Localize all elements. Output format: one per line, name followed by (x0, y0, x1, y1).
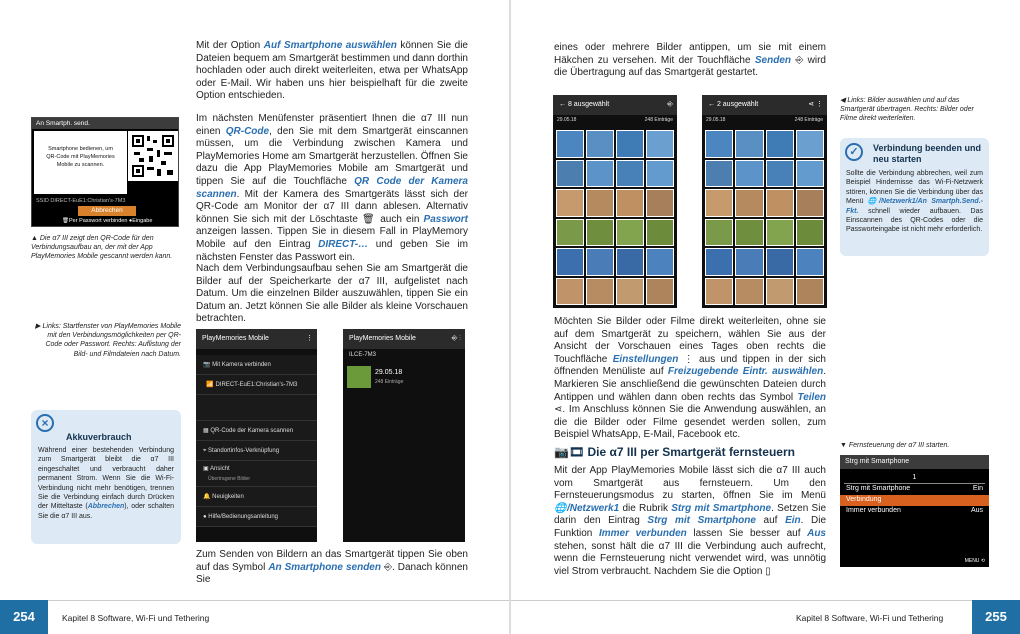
qr-code-image (128, 131, 178, 181)
phone3-header: ← 8 ausgewählt ⎆ (553, 95, 677, 115)
menu-qr-scan[interactable]: ▦ QR-Code der Kamera scannen (196, 421, 317, 441)
right-para-3: Mit der App PlayMemories Mobile lässt sich die α7 III auch vom Smartgerät aus fernsteuern. Um den Fernsteuerungsmodus zu starten, öffnen Sie im Menü 🌐/Netzwerk1 die Rubrik Strg mit Smartphone. Setzen Sie darin den Eintrag Strg mit Smartphone auf Ein. Die Funktion Immer verbunden lassen Sie besser auf Aus stehen, sonst hält die α7 III die Verbindung auch aufrecht, wenn die Fernsteuerung nicht verwendet wird, was unnötig viel Strom verbraucht. Nachdem Sie die Option ▯ (554, 465, 827, 577)
close-circle-icon: × (36, 414, 54, 432)
menu-row-immer[interactable]: Immer verbunden Aus (846, 507, 983, 514)
phone-startscreen (196, 329, 317, 542)
phone4-dateline: 29.05.18 248 Einträge (706, 117, 823, 123)
box2-text: Sollte die Verbindung abbrechen, weil zum Beispiel Hindernisse das Wi-Fi-Netzwerk stören, können Sie die Verbindung über das Menü 🌐/Netzwerk1/An Smartph.Send.-Fkt. schnell wieder aufbauen. Das Einscannen des QR-Codes oder die Passworteingabe ist nicht mehr erforderlich. (846, 170, 983, 234)
akkuverbrauch-box (31, 410, 181, 544)
camera-instructions: Smartphone bedienen, um QR-Code mit PlayMemories Mobile zu scannen. (34, 131, 127, 194)
right-page (511, 0, 1020, 634)
left-page (0, 0, 509, 634)
left-para-1: Mit der Option Auf Smartphone auswählen können Sie die Dateien bequem am Smartgerät bestimmen und dann dorthin hochladen oder auch direkt weiterleiten, etwa per WhatsApp oder E-Mail. Wir haben uns hier beispielhaft für die zweite Option entschieden. (196, 40, 468, 102)
caption-startscreen: ▶ Links: Startfenster von PlayMemories Mobile mit den Verbindungsmöglichkeiten per QR-Code oder Passwort. Rechts: Auflistung der Bild- und Filmdateien nach Datum. (35, 323, 181, 358)
menu-hilfe[interactable]: ● Hilfe/Bedienungsanleitung (196, 507, 317, 527)
page-number-right: 255 (972, 600, 1020, 634)
camera-ssid: SSID DIRECT-EuE1:Christian's-7M3 (36, 198, 126, 204)
phone-datelist (343, 329, 465, 542)
menu-row-verbindung[interactable]: Verbindung (840, 495, 989, 506)
image-grid-2[interactable] (705, 130, 824, 305)
menu-title: Strg mit Smartphone (840, 455, 989, 469)
section-heading: 📷🎞 Die α7 III per Smartgerät fernsteuern (554, 445, 795, 459)
caption-select: ◀ Links: Bilder auswählen und auf das Smartgerät übertragen. Rechts: Bilder oder Filme direkt weiterleiten. (840, 97, 974, 123)
camera-remote-menu (840, 455, 989, 567)
chapter-left: Kapitel 8 Software, Wi-Fi und Tethering (62, 613, 210, 623)
image-grid-1[interactable] (556, 130, 674, 305)
box-title: Akkuverbrauch (66, 432, 132, 442)
phone3-dateline: 29.05.18 248 Einträge (557, 117, 673, 123)
phone2-camera: ILCE-7M3 (349, 352, 377, 358)
phone-select-8 (553, 95, 677, 308)
phone1-header: PlayMemories Mobile ⋮ (196, 329, 317, 349)
menu-direct-ssid[interactable]: 📶 DIRECT-EuE1:Christian's-7M3 (196, 375, 317, 395)
menu-standort[interactable]: ⌖ Standortinfos-Verknüpfung (196, 441, 317, 461)
chapter-right: Kapitel 8 Software, Wi-Fi und Tethering (796, 613, 944, 623)
box-text: Während einer bestehenden Verbindung zum Smartgerät bleibt die α7 III eingeschaltet und verbraucht daher permanent Strom. Wenn Sie die Wi-Fi-Verbindung nicht mehr benötigen, trennen Sie die Verbindung einfach durch Drücken der Mitteltaste (Abbrechen), oder schalten Sie die α7 III aus. (38, 447, 174, 520)
caption-qr: ▲ Die α7 III zeigt den QR-Code für den Verbindungsaufbau an, der mit der App PlayMemories Mobile gescannt werden kann. (31, 235, 173, 261)
left-para-2: Im nächsten Menüfenster präsentiert Ihnen die α7 III nun einen QR-Code, den Sie mit dem Smartgerät einscannen müssen, um die Verbindung zwischen Kamera und PlayMemories Home am Smartgerät herzustellen. Öffnen Sie dazu die App PlayMemories Mobile am Smartgerät und tippen Sie auf die Touchfläche QR Code der Kamera scannen. Mit der Kamera des Smartgeräts lässt sich der QR-Code am Monitor der α7 III dann ablesen. Alternativ können Sie sich mit der Löschtaste 🗑 auch ein Passwort anzeigen lassen. Tippen Sie in diesem Fall in PlayMemory Mobile auf den Eintrag DIRECT-… und geben Sie im nächsten Fenster das Passwort ein. (196, 113, 469, 263)
menu-footer: MENU ⟲ (964, 558, 985, 564)
left-para-3: Nach dem Verbindungsaufbau sehen Sie am Smartgerät die Bilder auf der Speicherkarte der α7 III, aufgelistet nach Datum. Um die einzelnen Bilder auszuwählen, tippen Sie ein Datum an. Jetzt können Sie alle Bilder als kleine Vorschauen betrachten. (196, 263, 468, 325)
phone2-count: 248 Einträge (375, 379, 404, 385)
camera-title: An Smartph. send. (32, 118, 178, 129)
left-para-4: Zum Senden von Bildern an das Smartgerät tippen Sie oben auf das Symbol An Smartphone senden ⎆. Danach können Sie (196, 549, 468, 586)
camera-qr-screen (31, 117, 179, 227)
right-footer (511, 600, 1020, 634)
right-para-1: eines oder mehrere Bilder antippen, um sie mit einem Häkchen zu versehen. Mit der Touchfläche Senden ⎆ wird die Übertragung auf das Smartgerät gestartet. (554, 42, 826, 79)
page-number-left: 254 (0, 600, 48, 634)
box2-title: Verbindung beenden und neu starten (873, 143, 981, 164)
verbindung-box (840, 138, 989, 256)
abbrechen-button[interactable]: Abbrechen (78, 206, 136, 216)
phone2-date[interactable]: 29.05.18 (375, 369, 403, 376)
camera-footer: 🗑Per Passwort verbinden ●Eingabe (62, 218, 153, 224)
menu-page: 1 (912, 474, 917, 481)
phone4-header: ← 2 ausgewählt ⋖ ⋮ (702, 95, 827, 115)
phone-select-2 (702, 95, 827, 308)
menu-row-strg[interactable]: Strg mit Smartphone Ein (846, 485, 983, 492)
menu-ansicht[interactable]: ▣ Ansicht Übertragene Bilder (196, 461, 317, 487)
right-para-2: Möchten Sie Bilder oder Filme direkt weiterleiten, ohne sie auf dem Smartgerät zu speichern, wählen Sie aus der Ansicht der Vorschauen eines Tages oben rechts die Touchfläche Einstellungen ⋮ aus und tippen in der sich öffnenden Menüliste auf Freizugebende Eintr. auswählen. Markieren Sie anschließend die gewünschten Dateien durch Antippen und wählen dann oben rechts das Symbol Teilen ⋖. Im Anschluss können Sie die Anwendung auswählen, an die die Bilder oder Filme gesendet werden sollen, zum Beispiel WhatsApp, E-Mail, Facebook etc. (554, 316, 827, 441)
menu-mit-kamera-verbinden[interactable]: 📷 Mit Kamera verbinden (196, 355, 317, 375)
caption-remote: ▼ Fernsteuerung der α7 III starten. (840, 442, 950, 449)
thumbnail[interactable] (347, 366, 371, 388)
check-circle-icon: ✓ (845, 143, 863, 161)
phone2-header: PlayMemories Mobile ⎆ ⋮ (343, 329, 465, 349)
left-footer (0, 600, 509, 634)
menu-neuigkeiten[interactable]: 🔔 Neuigkeiten (196, 487, 317, 507)
